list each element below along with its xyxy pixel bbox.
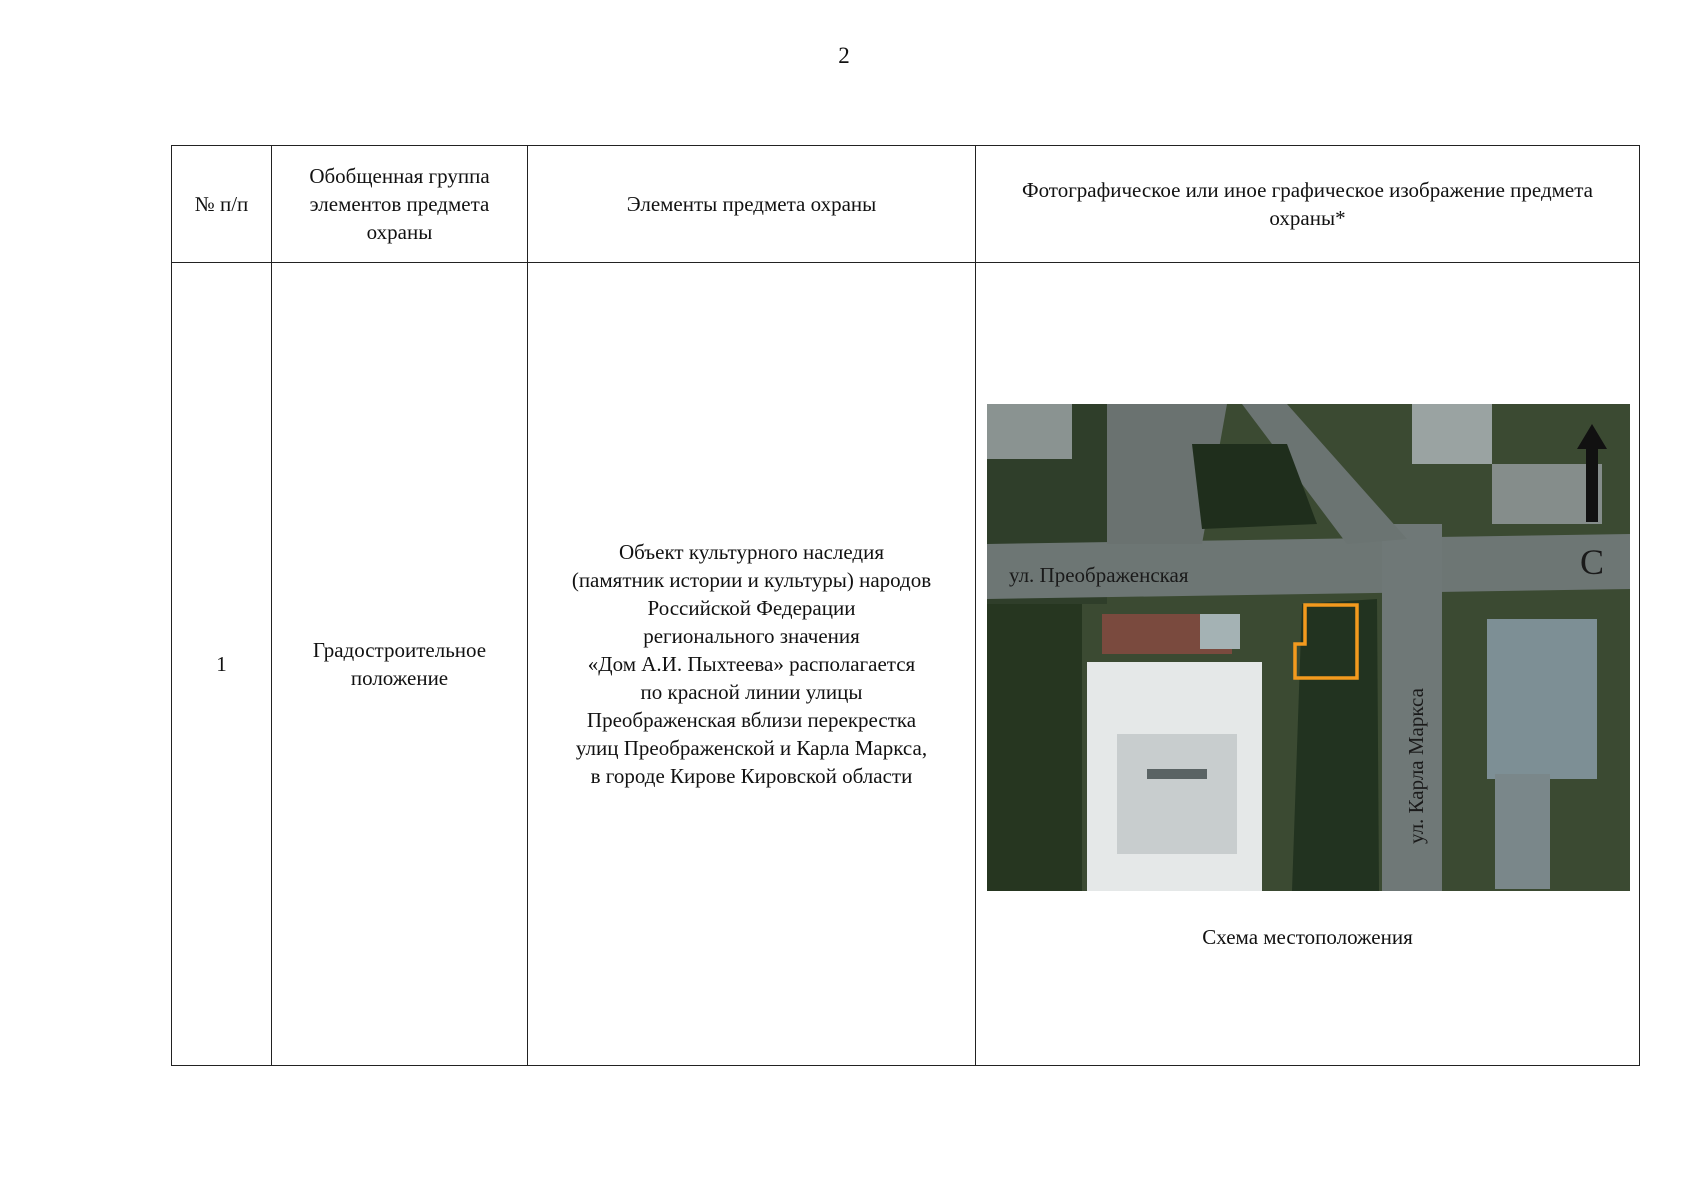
elements-line: Российской Федерации	[647, 596, 856, 620]
row-image-cell	[976, 263, 1640, 1066]
row-elements	[528, 263, 976, 1066]
elements-line: «Дом А.И. Пыхтеева» располагается	[587, 652, 916, 676]
row-num: 1	[172, 263, 272, 1066]
building-right	[1487, 619, 1597, 779]
header-image: Фотографическое или иное графическое изображение предмета охраны*	[976, 146, 1640, 263]
street-label-karla-marksa: ул. Карла Маркса	[1404, 688, 1428, 844]
row-group: Градостроительное положение	[272, 263, 528, 1066]
elements-line: регионального значения	[643, 624, 860, 648]
building-top-left	[987, 404, 1072, 459]
table-header-row	[172, 146, 1640, 263]
location-map	[987, 404, 1630, 891]
map-caption: Схема местоположения	[1202, 925, 1413, 949]
elements-line: улиц Преображенской и Карла Маркса,	[575, 736, 928, 760]
header-num: № п/п	[172, 146, 272, 263]
elements-line: (памятник истории и культуры) народов	[571, 568, 932, 592]
street-label-preobrazhenskaya: ул. Преображенская	[1009, 563, 1189, 587]
header-group: Обобщенная группа элементов предмета охраны	[272, 146, 528, 263]
page-number: 2	[838, 43, 850, 68]
elements-line: Преображенская вблизи перекрестка	[586, 708, 917, 732]
north-label: С	[1579, 542, 1605, 582]
protection-table	[171, 145, 1640, 1066]
header-elements: Элементы предмета охраны	[528, 146, 976, 263]
table-row	[172, 263, 1640, 1066]
building-top-right	[1412, 404, 1492, 464]
elements-line: в городе Кирове Кировской области	[590, 764, 913, 788]
elements-line: Объект культурного наследия	[618, 540, 885, 564]
elements-line: по красной линии улицы	[640, 680, 863, 704]
